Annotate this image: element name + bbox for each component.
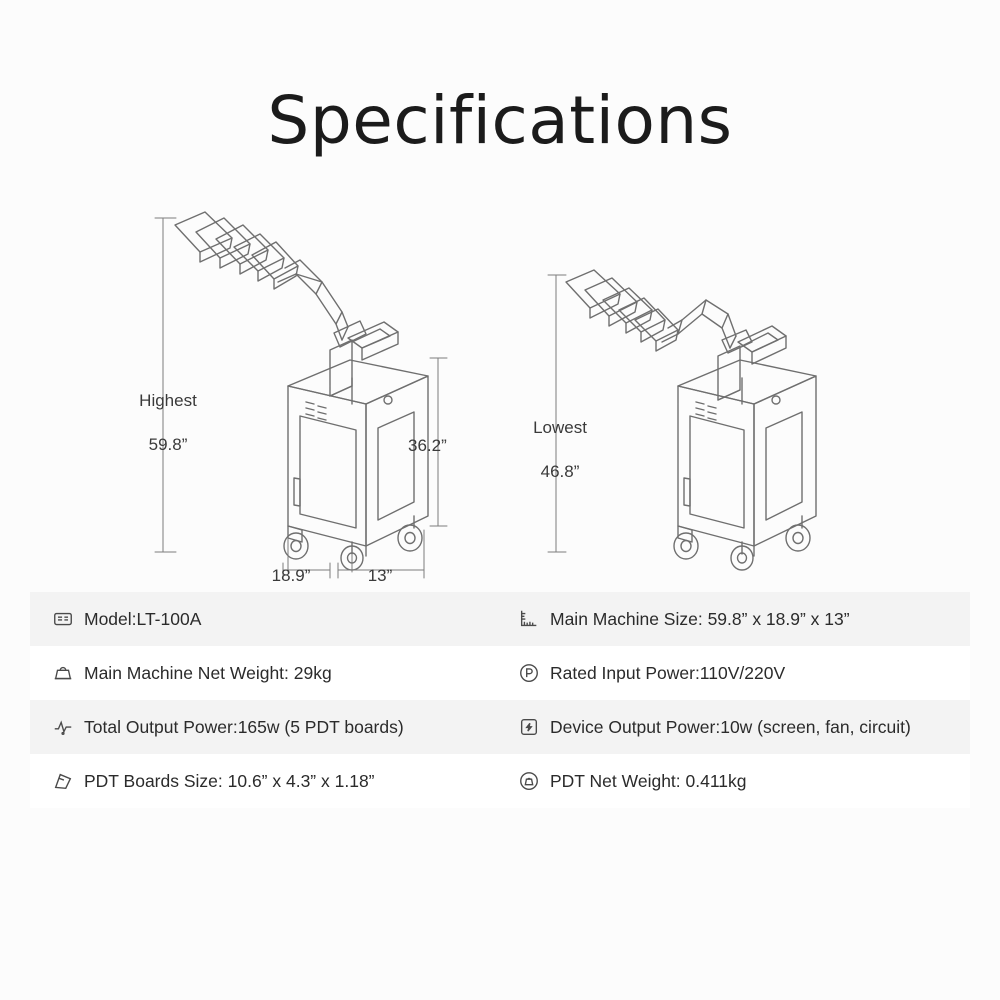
wheel-base-right — [674, 516, 810, 570]
specifications-table — [30, 592, 970, 808]
spec-cell-total-output-power — [30, 700, 500, 754]
table-row — [30, 592, 970, 646]
spec-label: Device Output Power:10w (screen, fan, circuit) — [550, 716, 911, 737]
pdt-panel-array-left — [175, 212, 298, 289]
lowest-label-name: Lowest — [533, 418, 587, 437]
spec-label: Model:LT-100A — [84, 608, 202, 629]
spec-cell-pdt-boards-size — [30, 754, 500, 808]
spec-label: PDT Net Weight: 0.411kg — [550, 770, 747, 791]
vertical-post-left — [330, 340, 352, 396]
control-screen-left — [348, 322, 398, 360]
depth-label: 18.9” — [271, 566, 311, 585]
device-power-icon — [518, 716, 540, 738]
spec-cell-machine-size — [500, 592, 970, 646]
board-size-icon — [52, 770, 74, 792]
spec-label: Main Machine Net Weight: 29kg — [84, 662, 332, 683]
ruler-icon — [518, 608, 540, 630]
vertical-post-right — [718, 346, 740, 400]
highest-label-name: Highest — [139, 391, 197, 410]
spec-label: PDT Boards Size: 10.6” x 4.3” x 1.18” — [84, 770, 375, 791]
power-plug-icon — [518, 662, 540, 684]
spec-cell-input-power — [500, 646, 970, 700]
cabinet-left — [288, 360, 428, 546]
product-dimension-diagram — [0, 190, 1000, 590]
cabinet-right — [678, 360, 816, 546]
spec-label: Rated Input Power:110V/220V — [550, 662, 786, 683]
table-row — [30, 754, 970, 808]
spec-cell-net-weight — [30, 646, 500, 700]
highest-dimension-label — [108, 368, 228, 456]
spec-label: Total Output Power:165w (5 PDT boards) — [84, 716, 404, 737]
lowest-dimension-label — [500, 395, 620, 483]
lowest-label-value: 46.8” — [540, 462, 580, 481]
control-screen-right — [738, 326, 786, 364]
spec-cell-pdt-net-weight — [500, 754, 970, 808]
highest-label-value: 59.8” — [148, 435, 188, 454]
spec-cell-device-output-power — [500, 700, 970, 754]
model-card-icon — [52, 608, 74, 630]
spec-cell-model — [30, 592, 500, 646]
page-title: Specifications — [267, 82, 733, 159]
table-row — [30, 646, 970, 700]
pdt-panel-array-right — [566, 270, 678, 351]
pdt-weight-icon — [518, 770, 540, 792]
support-arm-left — [278, 260, 366, 347]
cabinet-height-label: 36.2” — [408, 436, 447, 455]
width-label: 13” — [367, 566, 393, 585]
table-row — [30, 700, 970, 754]
spec-label: Main Machine Size: 59.8” x 18.9” x 13” — [550, 608, 850, 629]
output-power-icon — [52, 716, 74, 738]
weight-scale-icon — [52, 662, 74, 684]
